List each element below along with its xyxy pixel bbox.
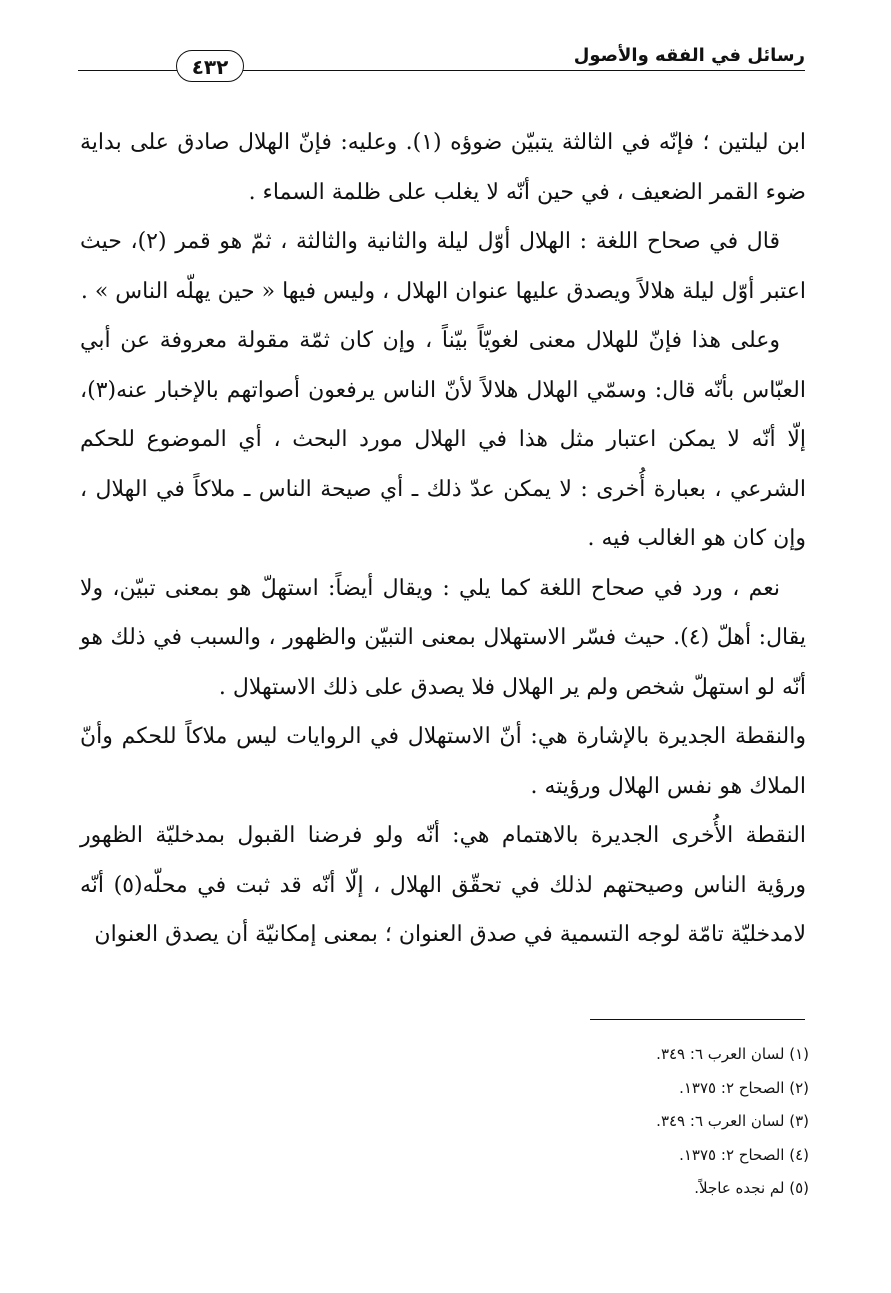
paragraph: قال في صحاح اللغة : الهلال أوّل ليلة والثانية والثالثة ، ثمّ هو قمر (٢)، حيث اعتبر أوّل ليلة هلالاً ويصدق عليها عنوان الهلال ، وليس فيها « حين يهلّه الناس » . bbox=[80, 229, 806, 304]
running-title: رسائل في الفقه والأصول bbox=[573, 45, 805, 66]
paragraph: النقطة الأُخرى الجديرة بالاهتمام هي: أنّه ولو فرضنا القبول بمدخليّة الظهور ورؤية الناس وصيحتهم لذلك في تحقّق الهلال ، إلّا أنّه قد ثبت في محلّه(٥) أنّه لامدخليّة تامّة لوجه التسمية في صدق العنوان ؛ بمعنى إمكانيّة أن يصدق العنوان bbox=[80, 823, 806, 947]
footnote-separator bbox=[590, 1019, 805, 1020]
paragraph: نعم ، ورد في صحاح اللغة كما يلي : ويقال أيضاً: استهلّ هو بمعنى تبيّن، ولا يقال: أهلّ (٤). حيث فسّر الاستهلال بمعنى التبيّن والظهور ، والسبب في ذلك هو أنّه لو استهلّ شخص ولم ير الهلال فلا يصدق على ذلك الاستهلال . bbox=[80, 575, 807, 700]
paragraph: والنقطة الجديرة بالإشارة هي: أنّ الاستهلال في الروايات ليس ملاكاً للحكم وأنّ الملاك هو نفس الهلال ورؤيته . bbox=[80, 724, 806, 799]
footnote: (٣) لسان العرب ٦: ٣٤٩. bbox=[656, 1112, 809, 1130]
main-text bbox=[80, 118, 806, 960]
paragraph: ابن ليلتين ؛ فإنّه في الثالثة يتبيّن ضوؤه (١). وعليه: فإنّ الهلال صادق على بداية ضوء القمر الضعيف ، في حين أنّه لا يغلب على ظلمة السماء . bbox=[80, 130, 807, 205]
page-header bbox=[78, 40, 805, 84]
page-number: ٤٣٢ bbox=[176, 50, 244, 82]
paragraph: وعلى هذا فإنّ للهلال معنى لغويّاً بيّناً ، وإن كان ثمّة مقولة معروفة عن أبي العبّاس بأنّه قال: وسمّي الهلال هلالاً لأنّ الناس يرفعون أصواتهم بالإخبار عنه(٣)، إلّا أنّه لا يمكن اعتبار مثل هذا في الهلال مورد البحث ، أي الموضوع للحكم الشرعي ، بعبارة أُخرى : لا يمكن عدّ ذلك ـ أي صيحة الناس ـ ملاكاً في الهلال ، وإن كان هو الغالب فيه . bbox=[80, 328, 806, 551]
footnote: (١) لسان العرب ٦: ٣٤٩. bbox=[656, 1045, 809, 1063]
footnote: (٥) لم نجده عاجلاً. bbox=[694, 1179, 809, 1197]
footnote: (٢) الصحاح ٢: ١٣٧٥. bbox=[679, 1078, 809, 1097]
footnote: (٤) الصحاح ٢: ١٣٧٥. bbox=[679, 1145, 809, 1164]
footnotes bbox=[409, 1038, 809, 1206]
